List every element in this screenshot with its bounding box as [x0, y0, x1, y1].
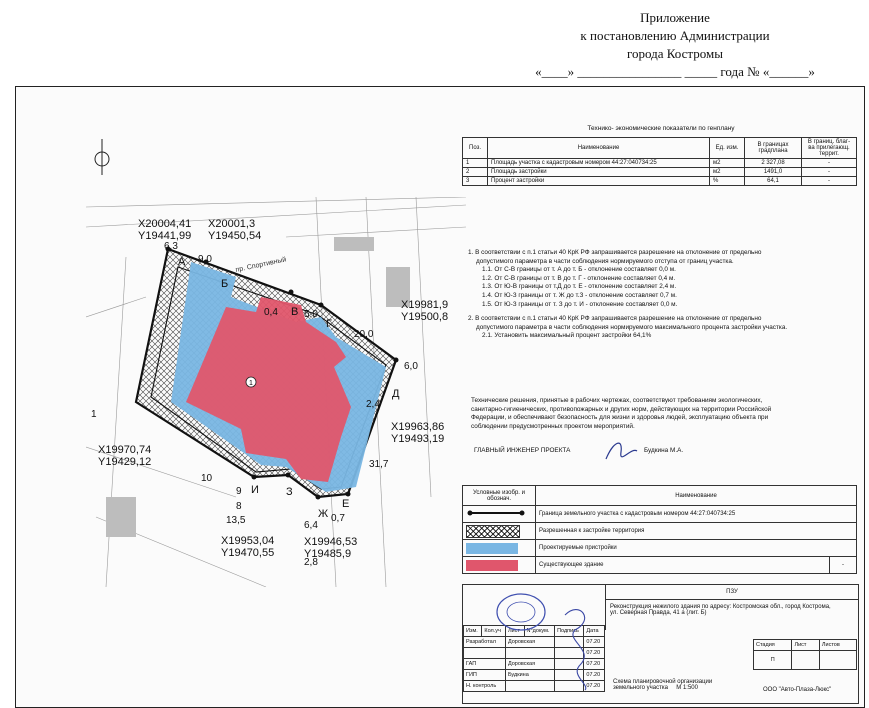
dim-11: 2,8: [304, 557, 318, 568]
dim-13: 8: [236, 501, 242, 512]
table-row: [463, 168, 857, 177]
legend-swatch-blue: [463, 540, 536, 557]
dim-2: 9,0: [198, 254, 212, 265]
coord-y-7: Y19485,9: [304, 548, 352, 560]
dim-3: 0,4: [264, 307, 278, 318]
tep-table: [462, 137, 857, 186]
legend-row: [463, 523, 857, 540]
coord-x-3: Х19981,9: [401, 299, 449, 311]
stamp-date: 07.20: [584, 670, 605, 681]
dim-16: 1: [91, 409, 97, 420]
coord-y-2: Y19450,54: [208, 230, 262, 242]
stamp-role: ГАП: [464, 659, 506, 670]
point-z: З: [286, 486, 293, 498]
dim-7: 2,4: [366, 399, 380, 410]
tep-cell: 1: [463, 159, 488, 168]
tech-line: санитарно-гигиенических, противопожарных и других норм, действующих на территории Российской: [471, 405, 772, 413]
coord-x-6: Х19953,04: [221, 535, 275, 547]
red-swatch-icon: [466, 560, 518, 571]
stamp-person: Доровская: [505, 659, 554, 670]
note-1: 1. В соответствии с п.1 статьи 40 КрК РФ запрашивается разрешение на отклонение от предельно: [468, 249, 762, 256]
coord-x-1: Х20004,41: [138, 218, 192, 230]
stamp-role: Н. контроль: [464, 681, 506, 692]
legend-label: Граница земельного участка с кадастровым номером 44:27:040734:25: [536, 506, 857, 523]
stage-label: Стадия: [754, 640, 792, 651]
dim-10: 6,4: [304, 520, 318, 531]
tep-col-extra: В границ. благ-ва прилегающ. террит.: [802, 138, 857, 159]
stamp-role: [464, 648, 506, 659]
tep-col-val: В границах градплана: [745, 138, 802, 159]
dim-1: 6,3: [164, 241, 178, 252]
site-plan: [86, 197, 466, 587]
legend-row: [463, 557, 857, 574]
dim-9: 0,7: [331, 513, 345, 524]
street-name: пр. Спортивный: [234, 256, 287, 274]
header-line-4: «____» ________________ _____ года № «______»: [535, 64, 815, 79]
tep-cell: 64,1: [745, 177, 802, 186]
note-item: 1.5. От Ю-З границы от т. З до т. И - отклонение составляет 0,0 м.: [482, 300, 678, 308]
stamp-person: [505, 681, 554, 692]
chief-label: ГЛАВНЫЙ ИНЖЕНЕР ПРОЕКТА: [474, 447, 571, 454]
tep-cell: м2: [710, 159, 745, 168]
dim-6: 6,0: [404, 361, 418, 372]
building-number: 1: [249, 380, 253, 387]
header-line-3: города Костромы: [627, 46, 723, 61]
title-block: [462, 584, 859, 704]
legend-table: [462, 485, 857, 574]
signature-icon: [601, 437, 641, 467]
drawing-sheet: [15, 86, 865, 708]
tech-line: соблюдении предусмотренных проектом мероприятий.: [471, 422, 635, 430]
hatch-icon: [466, 525, 520, 538]
legend-label: Существующее здание: [536, 557, 830, 574]
tep-cell: м2: [710, 168, 745, 177]
note-item: 1.1. От С-В границы от т. А до т. Б - отклонение составляет 0,0 м.: [482, 266, 676, 274]
legend-label: Проектируемые пристройки: [536, 540, 857, 557]
tech-line: Федерации, и обеспечивают безопасность для жизни и здоровья людей, эксплуатацию объекта при: [471, 414, 769, 422]
drawing-title: [613, 679, 712, 691]
stamp-role: Разработал: [464, 637, 506, 648]
point-g: Г: [326, 318, 332, 330]
signature-stamp-icon: [555, 595, 605, 695]
coord-y-5: Y19429,12: [98, 456, 152, 468]
drawing-scale: М 1:500: [676, 685, 698, 691]
tep-cell: 3: [463, 177, 488, 186]
coord-y-1: Y19441,99: [138, 230, 192, 242]
legend-row: [463, 540, 857, 557]
table-row: [463, 177, 857, 186]
point-e: Е: [342, 498, 350, 510]
tep-cell: -: [802, 159, 857, 168]
coord-x-4: Х19963,86: [391, 421, 445, 433]
sheet-label: Лист: [792, 640, 819, 651]
drawing-line-2: [613, 685, 712, 691]
note-item: 1.2. От С-В границы от т. В до т. Г - отклонение составляет 0,4 м.: [482, 274, 676, 282]
coord-x-5: Х19970,74: [98, 444, 152, 456]
note-item: 1.4. От Ю-З границы от т. Ж до т.З - отклонение составляет 0,7 м.: [482, 291, 677, 299]
sheets-label: Листов: [819, 640, 856, 651]
tep-cell: -: [802, 168, 857, 177]
stamp-col: Дата: [584, 626, 605, 637]
dim-14: 9: [236, 486, 242, 497]
stamp-person: [505, 648, 554, 659]
legend-swatch-red: [463, 557, 536, 574]
tech-block: [471, 397, 856, 431]
coord-x-2: Х20001,3: [208, 218, 256, 230]
tep-cell: %: [710, 177, 745, 186]
legend-dash: -: [830, 557, 857, 574]
stamp-col: Кол.уч: [482, 626, 506, 637]
project-line: ул. Северная Правда, 41 а (лит. Б): [610, 610, 707, 616]
point-v: В: [291, 306, 299, 318]
legend-row: [463, 506, 857, 523]
stamp-project: [605, 600, 857, 630]
coord-x-7: Х19946,53: [304, 536, 358, 548]
stage-value: П: [754, 651, 792, 670]
tep-col-unit: Ед. изм.: [710, 138, 745, 159]
company-name: ООО "Авто-Плаза-Люкс": [763, 687, 832, 693]
stamp-col: Лист: [505, 626, 524, 637]
dim-5: 20,0: [354, 329, 374, 340]
tep-title: Технико- экономические показатели по генплану: [587, 125, 735, 132]
seal-icon: [493, 590, 549, 634]
dim-4: 5,0: [304, 309, 318, 320]
tep-cell: 2 327,08: [745, 159, 802, 168]
boundary-line-icon: [466, 508, 526, 518]
tep-cell: 1491,0: [745, 168, 802, 177]
drawing-line: Схема планировочной организации: [613, 679, 713, 685]
tep-col-name: Наименование: [488, 138, 710, 159]
dim-12: 13,5: [226, 515, 246, 526]
tep-cell: Процент застройки: [488, 177, 710, 186]
legend-h1: Условные изобр. и обознач.: [463, 486, 536, 506]
stamp-code: ПЗУ: [605, 585, 858, 600]
notes-block: [468, 249, 858, 341]
tep-cell: -: [802, 177, 857, 186]
blue-swatch-icon: [466, 543, 518, 554]
stamp-col: N°докум.: [524, 626, 555, 637]
drawing-line: земельного участка: [613, 685, 668, 691]
legend-swatch-hatch: [463, 523, 536, 540]
point-zh: Ж: [318, 508, 329, 520]
legend-swatch-boundary: [463, 506, 536, 523]
tep-cell: Площадь застройки: [488, 168, 710, 177]
stamp-col: Изм.: [464, 626, 482, 637]
coord-y-6: Y19470,55: [221, 547, 275, 559]
stamp-date: 07.20: [584, 637, 605, 648]
legend-label: Разрешенная к застройке территория: [536, 523, 857, 540]
point-a: А: [178, 256, 186, 268]
legend-h2: Наименование: [536, 486, 857, 506]
stamp-stage: [753, 639, 857, 670]
point-b: Б: [221, 278, 229, 290]
stamp-person: Доровская: [505, 637, 554, 648]
north-arrow-icon: [92, 137, 112, 177]
note-2-1: 2.1. Установить максимальный процент застройки 64,1%: [482, 332, 652, 340]
note-2b: допустимого параметра в части соблюдения нормируемого максимального процента застройки участка.: [476, 323, 788, 331]
dim-8: 31,7: [369, 459, 389, 470]
stamp-date: 07.20: [584, 659, 605, 670]
tep-cell: 2: [463, 168, 488, 177]
stamp-date: 07.20: [584, 681, 605, 692]
tep-col-pos: Поз.: [463, 138, 488, 159]
stamp-col: Подпись: [555, 626, 584, 637]
note-item: 1.3. От Ю-В границы от т.Д до т. Е - отклонение составляет 2,4 м.: [482, 283, 677, 291]
stamp-person: Будкина: [505, 670, 554, 681]
chief-name: Будкина М.А.: [644, 447, 684, 454]
header-line-1: Приложение: [640, 10, 710, 25]
note-2: 2. В соответствии с п.1 статьи 40 КрК РФ запрашивается разрешение на отклонение от предельно: [468, 315, 762, 323]
tech-line: Технические решения, принятые в рабочих чертежах, соответствуют требованиям экологических,: [471, 397, 763, 404]
header-line-2: к постановлению Администрации: [580, 28, 770, 43]
note-1b: допустимого параметра в части соблюдения нормируемого отступа от границ участка.: [476, 257, 734, 265]
project-line: Реконструкция нежилого здания по адресу: Костромская обл., город Кострома,: [610, 604, 831, 610]
stamp-role: ГИП: [464, 670, 506, 681]
stamp-date: 07.20: [584, 648, 605, 659]
coord-y-4: Y19493,19: [391, 433, 445, 445]
point-d: Д: [392, 388, 400, 400]
coord-y-3: Y19500,8: [401, 311, 449, 323]
tep-cell: Площадь участка с кадастровым номером 44:27:040734:25: [488, 159, 710, 168]
point-i: И: [251, 484, 259, 496]
table-row: [463, 159, 857, 168]
dim-15: 10: [201, 473, 213, 484]
